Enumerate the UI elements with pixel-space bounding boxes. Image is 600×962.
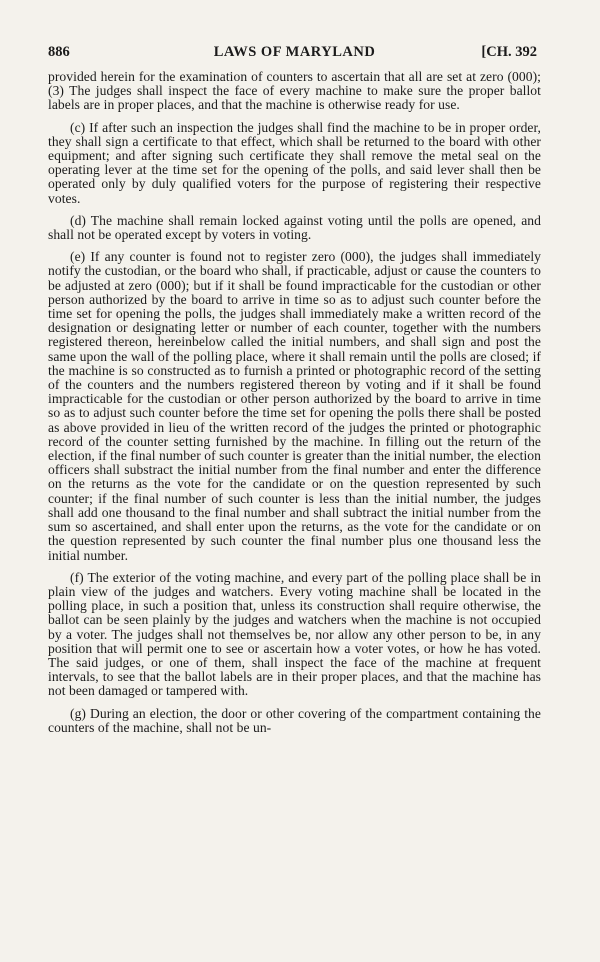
document-page [48, 40, 541, 743]
running-title: LAWS OF MARYLAND [213, 44, 376, 60]
page-header [48, 40, 541, 70]
page-number: 886 [48, 44, 70, 60]
paragraph-e: (e) If any counter is found not to register zero (000), the judges shall immediately notify the custodian, or the board who shall, if practicable, adjust or cause the counters to be adjusted at zero (000); but if it shall be found impracticable for the custodian or other person authorized by the board to arrive in time so as to adjust such counter before the time set for opening the polls, the judges shall immediately make a written record of the designation or designating letter or number of each counter, together with the numbers registered thereon, hereinbelow called the initial numbers, and shall sign and post the same upon the wall of the polling place, where it shall remain until the polls are closed; if the machine is so constructed as to furnish a printed or photographic record of the setting of the counters and the numbers registered thereon by voting and if it shall be found impracticable for the custodian or other person authorized by the board to arrive in time so as to adjust such counter before the time set for opening the polls there shall be posted as above provided in lieu of the written record of the judges the printed or photographic record of the counter setting furnished by the machine. In filling out the return of the election, if the final number of such counter is greater than the initial number, the election officers shall substract the initial number from the final number and enter the difference on the returns as the vote for the candidate or on the question represented by such counter; if the final number of such counter is less than the initial number, the judges shall add one thousand to the final number and shall subtract the initial number from the sum so ascertained, and shall enter upon the returns, as the vote for the candidate or on the question represented by such counter the final number plus one thousand less the initial number. [48, 249, 541, 563]
paragraph-c: (c) If after such an inspection the judges shall find the machine to be in proper order, they shall sign a certificate to that effect, which shall be returned to the board with other equipment; and after signing such certificate they shall remove the metal seal on the operating lever at the time set for the opening of the polls, and said lever shall then be operated only by duly qualified voters for the purpose of registering their respective votes. [48, 119, 541, 206]
paragraph-f: (f) The exterior of the voting machine, and every part of the polling place shall be in plain view of the judges and watchers. Every voting machine shall be located in the polling place, in such a position that, unless its construction shall require otherwise, the ballot can be seen plainly by the judges and watchers when the machine is not occupied by a voter. The judges shall not themselves be, nor allow any other person to be, in any position that will permit one to see or ascertain how a voter votes, or how he has voted. The said judges, or one of them, shall inspect the face of the machine at frequent intervals, to see that the ballot labels are in their proper places, and that the machine has not been damaged or tampered with. [48, 569, 541, 699]
paragraph-continuation: provided herein for the examination of counters to ascertain that all are set at zero (000); (3) The judges shall inspect the face of every machine to make sure the proper ballot labels are in proper places, and that the machine is otherwise ready for use. [48, 69, 541, 113]
chapter-label: [CH. 392 [481, 44, 537, 60]
paragraph-g: (g) During an election, the door or other covering of the compartment containing the counters of the machine, shall not be un- [48, 705, 541, 735]
paragraph-d: (d) The machine shall remain locked against voting until the polls are opened, and shall not be operated except by voters in voting. [48, 212, 541, 243]
document-body [48, 70, 541, 735]
